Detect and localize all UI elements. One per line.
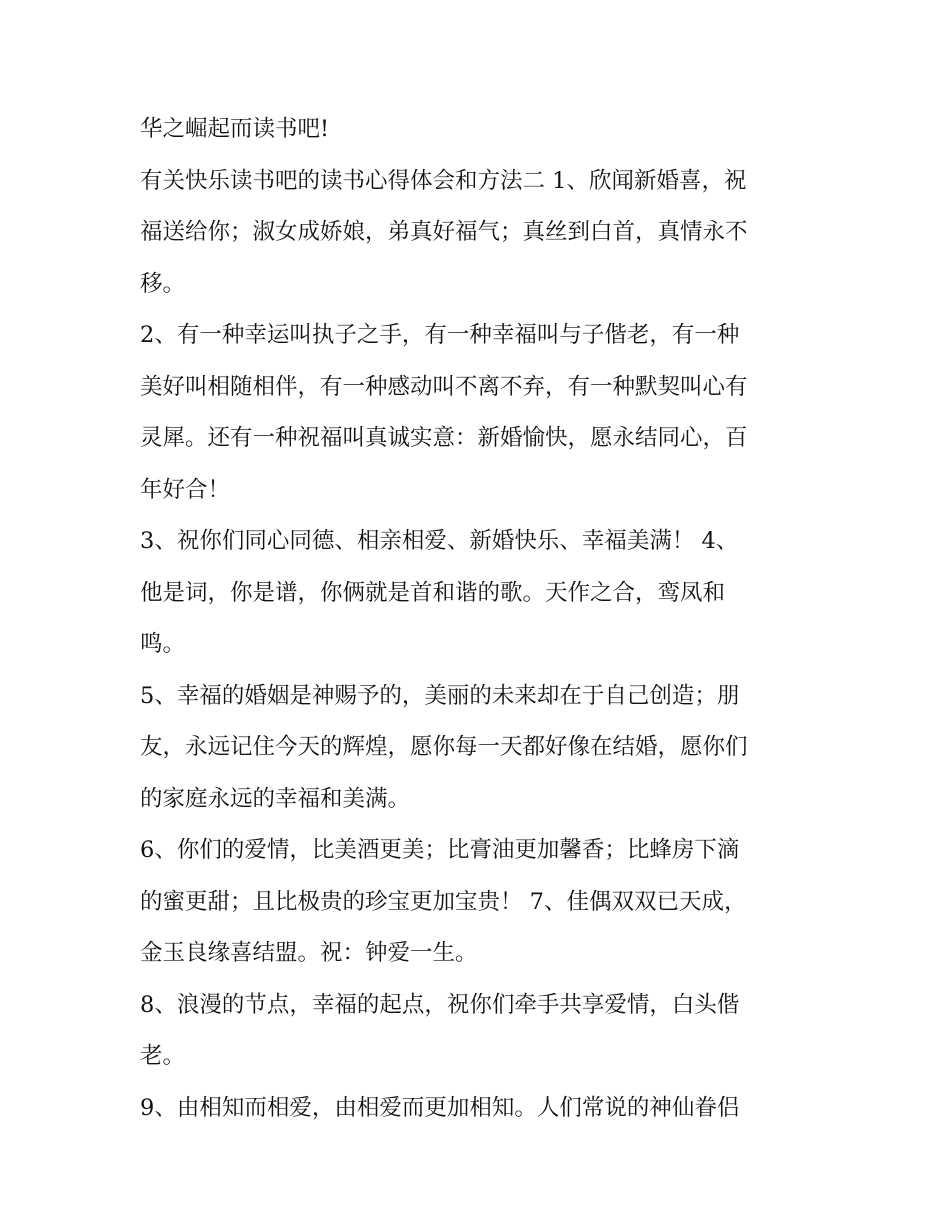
text-line: 灵犀。还有一种祝福叫真诚实意：新婚愉快，愿永结同心，百 xyxy=(140,425,748,451)
text-line: 华之崛起而读书吧! xyxy=(140,116,330,142)
text-line: 福送给你；淑女成娇娘，弟真好福气；真丝到白首，真情永不 xyxy=(140,219,748,245)
text-line: 老。 xyxy=(140,1043,186,1069)
text-line: 金玉良缘喜结盟。祝：钟爱一生。 xyxy=(140,940,478,966)
document-body xyxy=(140,104,820,1134)
text-line: 移。 xyxy=(140,270,186,297)
text-line: 有关快乐读书吧的读书心得体会和方法二 1、欣闻新婚喜，祝 xyxy=(140,167,747,194)
text-line: 8、浪漫的节点，幸福的起点，祝你们牵手共享爱情，白头偕 xyxy=(140,991,740,1018)
text-line: 3、祝你们同心同德、相亲相爱、新婚快乐、幸福美满！ 4、 xyxy=(140,528,739,554)
text-line: 年好合！ xyxy=(140,476,231,503)
text-line: 5、幸福的婚姻是神赐予的，美丽的未来却在于自己创造；朋 xyxy=(140,682,740,709)
text-line: 美好叫相随相伴，有一种感动叫不离不弃，有一种默契叫心有 xyxy=(140,373,748,400)
text-line: 鸣。 xyxy=(140,631,186,657)
text-line: 6、你们的爱情，比美酒更美；比膏油更加馨香；比蜂房下滴 xyxy=(140,837,740,863)
text-line: 他是词，你是谱，你俩就是首和谐的歌。天作之合，鸾凤和 xyxy=(140,579,726,606)
text-line: 的家庭永远的幸福和美满。 xyxy=(140,785,411,812)
text-line: 的蜜更甜；且比极贵的珍宝更加宝贵！ 7、佳偶双双已天成， xyxy=(140,888,747,915)
text-line: 2、有一种幸运叫执子之手，有一种幸福叫与子偕老，有一种 xyxy=(140,322,740,348)
text-line: 9、由相知而相爱，由相爱而更加相知。人们常说的神仙眷侣 xyxy=(140,1094,740,1121)
text-line: 友，永远记住今天的辉煌，愿你每一天都好像在结婚，愿你们 xyxy=(140,734,748,760)
